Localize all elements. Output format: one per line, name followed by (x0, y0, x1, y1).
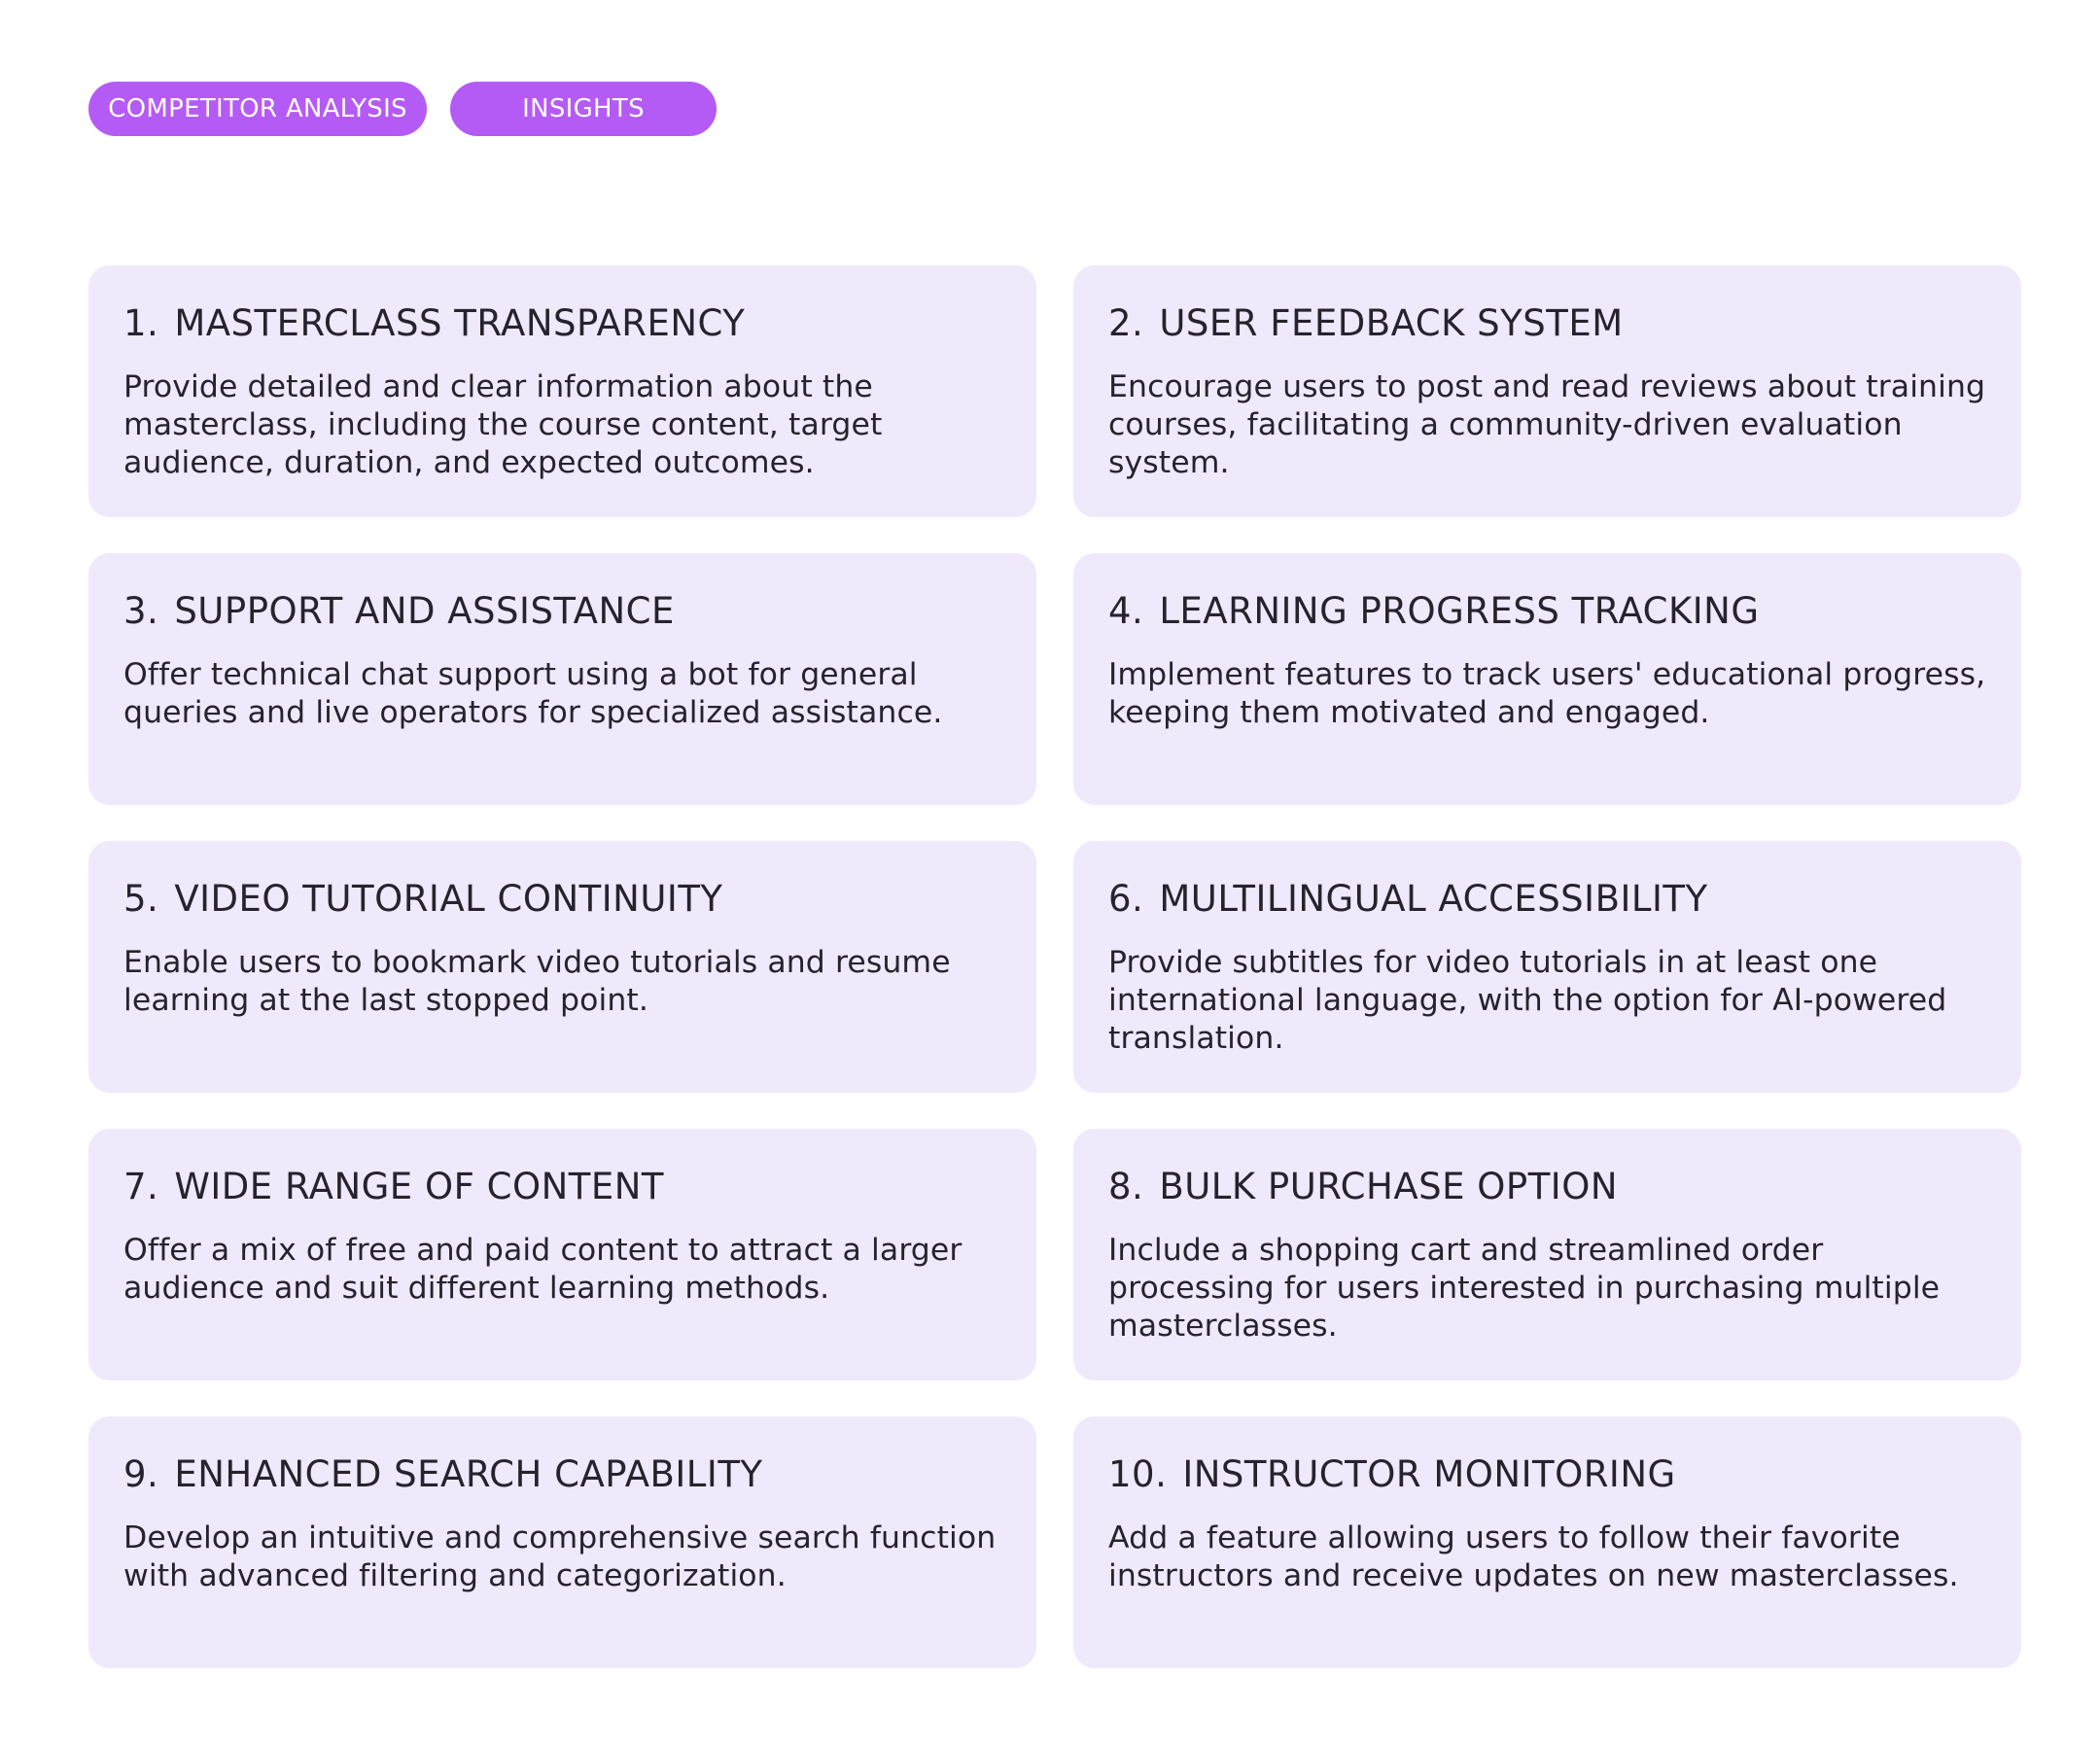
insight-description: Add a feature allowing users to follow their favorite instructors and receive updates on new masterclasses. (1108, 1520, 1959, 1593)
insight-card-4 (1073, 553, 2021, 805)
insight-description: Encourage users to post and read reviews about training courses, facilitating a community-driven evaluation system. (1108, 369, 1986, 480)
insight-title-text: MASTERCLASS TRANSPARENCY (174, 302, 746, 344)
insights-grid (88, 265, 2022, 1668)
insight-description: Offer technical chat support using a bot for general queries and live operators for specialized assistance. (123, 657, 943, 730)
insight-description: Provide subtitles for video tutorials in at least one international language, with the option for AI-powered translation. (1108, 945, 1947, 1056)
insight-number: 6. (1108, 878, 1144, 920)
insight-title (123, 588, 1001, 635)
tag-bar (88, 82, 717, 136)
insight-title-text: VIDEO TUTORIAL CONTINUITY (174, 878, 723, 920)
insight-title-text: SUPPORT AND ASSISTANCE (174, 590, 675, 632)
insight-title-text: MULTILINGUAL ACCESSIBILITY (1159, 878, 1708, 920)
insight-title-text: WIDE RANGE OF CONTENT (174, 1166, 665, 1207)
insight-description: Provide detailed and clear information about the masterclass, including the course content, target audience, duration, and expected outcomes. (123, 369, 883, 480)
insight-description: Develop an intuitive and comprehensive search function with advanced filtering and categorization. (123, 1520, 997, 1593)
insight-card-8 (1073, 1129, 2021, 1380)
insight-number: 5. (123, 878, 159, 920)
insight-number: 3. (123, 590, 159, 632)
insight-number: 8. (1108, 1166, 1144, 1207)
tag-competitor-analysis[interactable]: COMPETITOR ANALYSIS (88, 82, 427, 136)
insight-number: 1. (123, 302, 159, 344)
insight-title-text: USER FEEDBACK SYSTEM (1159, 302, 1624, 344)
insight-card-5 (88, 841, 1036, 1093)
insight-title (1108, 588, 1986, 635)
insight-title-text: BULK PURCHASE OPTION (1159, 1166, 1619, 1207)
insight-title (123, 1451, 1001, 1498)
insight-card-3 (88, 553, 1036, 805)
insight-title (1108, 1451, 1986, 1498)
insight-title-text: INSTRUCTOR MONITORING (1182, 1453, 1676, 1495)
insight-title (1108, 300, 1986, 347)
insight-card-1 (88, 265, 1036, 517)
insight-number: 9. (123, 1453, 159, 1495)
insight-number: 4. (1108, 590, 1144, 632)
insight-card-10 (1073, 1416, 2021, 1668)
insight-description: Offer a mix of free and paid content to attract a larger audience and suit different learning methods. (123, 1233, 962, 1306)
insight-number: 10. (1108, 1453, 1168, 1495)
insight-title (1108, 876, 1986, 923)
insight-number: 2. (1108, 302, 1144, 344)
insight-title (123, 1164, 1001, 1210)
insight-card-6 (1073, 841, 2021, 1093)
insight-title-text: ENHANCED SEARCH CAPABILITY (174, 1453, 763, 1495)
insight-description: Include a shopping cart and streamlined order processing for users interested in purchasing multiple masterclasses. (1108, 1233, 1941, 1344)
insight-card-7 (88, 1129, 1036, 1380)
insight-title (1108, 1164, 1986, 1210)
insight-number: 7. (123, 1166, 159, 1207)
insight-card-2 (1073, 265, 2021, 517)
insight-title (123, 876, 1001, 923)
tag-insights[interactable]: INSIGHTS (450, 82, 717, 136)
insight-card-9 (88, 1416, 1036, 1668)
insight-title-text: LEARNING PROGRESS TRACKING (1159, 590, 1760, 632)
insight-description: Implement features to track users' educational progress, keeping them motivated and engaged. (1108, 657, 1986, 730)
insight-title (123, 300, 1001, 347)
insight-description: Enable users to bookmark video tutorials and resume learning at the last stopped point. (123, 945, 951, 1018)
